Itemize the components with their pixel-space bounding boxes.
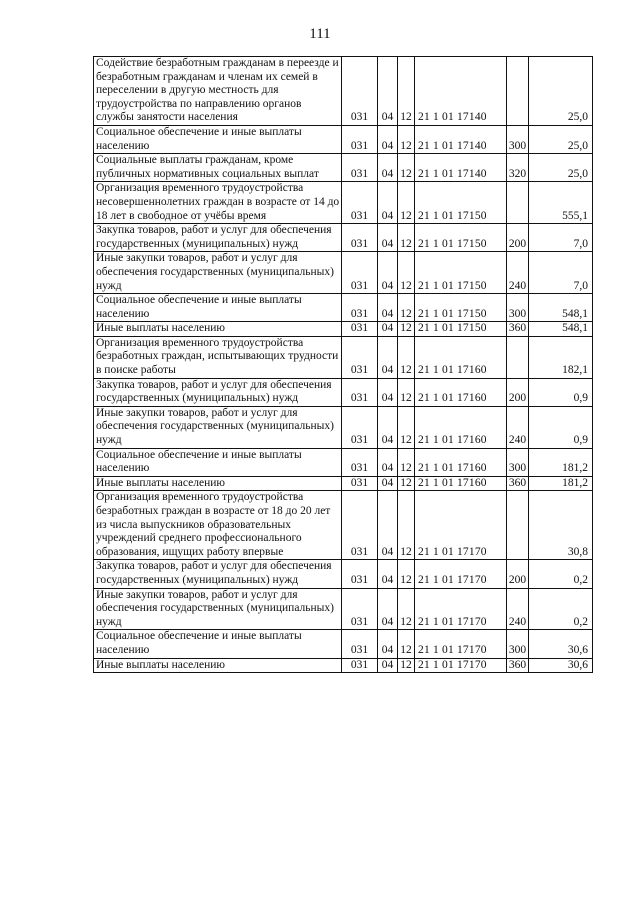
row-name: Иные закупки товаров, работ и услуг для обеспечения государственных (муниципальных) нужд bbox=[94, 588, 342, 630]
section-code: 04 bbox=[378, 294, 398, 322]
ministry-code: 031 bbox=[342, 630, 378, 658]
page-number: 111 bbox=[309, 26, 331, 42]
subsection-code: 12 bbox=[398, 224, 415, 252]
row-name: Иные выплаты населению bbox=[94, 476, 342, 491]
section-code: 04 bbox=[378, 154, 398, 182]
row-name: Иные закупки товаров, работ и услуг для обеспечения государственных (муниципальных) нужд bbox=[94, 406, 342, 448]
row-name: Иные выплаты населению bbox=[94, 322, 342, 337]
section-code: 04 bbox=[378, 476, 398, 491]
budget-table-body bbox=[94, 57, 593, 673]
subsection-code: 12 bbox=[398, 476, 415, 491]
table-row bbox=[94, 630, 593, 658]
target-article-code: 21 1 01 17160 bbox=[415, 336, 507, 378]
row-name: Социальное обеспечение и иные выплаты населению bbox=[94, 294, 342, 322]
subsection-code: 12 bbox=[398, 322, 415, 337]
ministry-code: 031 bbox=[342, 294, 378, 322]
row-name: Закупка товаров, работ и услуг для обеспечения государственных (муниципальных) нужд bbox=[94, 224, 342, 252]
ministry-code: 031 bbox=[342, 224, 378, 252]
amount: 30,8 bbox=[529, 491, 593, 560]
table-row bbox=[94, 378, 593, 406]
amount: 0,9 bbox=[529, 406, 593, 448]
row-name: Содействие безработным гражданам в переезде и безработным гражданам и членам их семей в переселении в другую местность для трудоустройства по направлению органов службы занятости населения bbox=[94, 57, 342, 126]
expense-type-code: 240 bbox=[507, 588, 529, 630]
ministry-code: 031 bbox=[342, 336, 378, 378]
target-article-code: 21 1 01 17170 bbox=[415, 658, 507, 673]
subsection-code: 12 bbox=[398, 658, 415, 673]
amount: 555,1 bbox=[529, 182, 593, 224]
expense-type-code bbox=[507, 57, 529, 126]
section-code: 04 bbox=[378, 224, 398, 252]
ministry-code: 031 bbox=[342, 406, 378, 448]
section-code: 04 bbox=[378, 406, 398, 448]
table-row bbox=[94, 125, 593, 153]
ministry-code: 031 bbox=[342, 658, 378, 673]
table-row bbox=[94, 252, 593, 294]
expense-type-code: 300 bbox=[507, 448, 529, 476]
amount: 548,1 bbox=[529, 322, 593, 337]
ministry-code: 031 bbox=[342, 154, 378, 182]
target-article-code: 21 1 01 17160 bbox=[415, 476, 507, 491]
amount: 181,2 bbox=[529, 448, 593, 476]
amount: 0,2 bbox=[529, 560, 593, 588]
amount: 7,0 bbox=[529, 224, 593, 252]
amount: 25,0 bbox=[529, 125, 593, 153]
subsection-code: 12 bbox=[398, 154, 415, 182]
target-article-code: 21 1 01 17150 bbox=[415, 182, 507, 224]
ministry-code: 031 bbox=[342, 491, 378, 560]
row-name: Социальные выплаты гражданам, кроме публичных нормативных социальных выплат bbox=[94, 154, 342, 182]
expense-type-code: 240 bbox=[507, 406, 529, 448]
row-name: Организация временного трудоустройства безработных граждан в возрасте от 18 до 20 лет из числа выпускников образовательных учреждений среднего профессионального образования, ищущих работу впервые bbox=[94, 491, 342, 560]
section-code: 04 bbox=[378, 125, 398, 153]
ministry-code: 031 bbox=[342, 125, 378, 153]
ministry-code: 031 bbox=[342, 322, 378, 337]
section-code: 04 bbox=[378, 491, 398, 560]
table-row bbox=[94, 57, 593, 126]
section-code: 04 bbox=[378, 658, 398, 673]
amount: 181,2 bbox=[529, 476, 593, 491]
table-row bbox=[94, 224, 593, 252]
row-name: Социальное обеспечение и иные выплаты населению bbox=[94, 630, 342, 658]
row-name: Закупка товаров, работ и услуг для обеспечения государственных (муниципальных) нужд bbox=[94, 378, 342, 406]
target-article-code: 21 1 01 17150 bbox=[415, 224, 507, 252]
table-row bbox=[94, 448, 593, 476]
target-article-code: 21 1 01 17170 bbox=[415, 560, 507, 588]
target-article-code: 21 1 01 17150 bbox=[415, 322, 507, 337]
subsection-code: 12 bbox=[398, 560, 415, 588]
table-row bbox=[94, 658, 593, 673]
amount: 548,1 bbox=[529, 294, 593, 322]
amount: 0,2 bbox=[529, 588, 593, 630]
table-row bbox=[94, 491, 593, 560]
target-article-code: 21 1 01 17150 bbox=[415, 252, 507, 294]
row-name: Иные закупки товаров, работ и услуг для обеспечения государственных (муниципальных) нужд bbox=[94, 252, 342, 294]
expense-type-code: 360 bbox=[507, 658, 529, 673]
subsection-code: 12 bbox=[398, 336, 415, 378]
expense-type-code: 200 bbox=[507, 560, 529, 588]
table-row bbox=[94, 294, 593, 322]
amount: 25,0 bbox=[529, 57, 593, 126]
section-code: 04 bbox=[378, 182, 398, 224]
expense-type-code bbox=[507, 182, 529, 224]
expense-type-code: 300 bbox=[507, 125, 529, 153]
target-article-code: 21 1 01 17170 bbox=[415, 491, 507, 560]
row-name: Социальное обеспечение и иные выплаты населению bbox=[94, 448, 342, 476]
target-article-code: 21 1 01 17160 bbox=[415, 406, 507, 448]
row-name: Социальное обеспечение и иные выплаты населению bbox=[94, 125, 342, 153]
subsection-code: 12 bbox=[398, 491, 415, 560]
row-name: Организация временного трудоустройства несовершеннолетних граждан в возрасте от 14 до 18 лет в свободное от учёбы время bbox=[94, 182, 342, 224]
ministry-code: 031 bbox=[342, 252, 378, 294]
target-article-code: 21 1 01 17140 bbox=[415, 57, 507, 126]
ministry-code: 031 bbox=[342, 448, 378, 476]
subsection-code: 12 bbox=[398, 378, 415, 406]
target-article-code: 21 1 01 17150 bbox=[415, 294, 507, 322]
section-code: 04 bbox=[378, 336, 398, 378]
expense-type-code: 300 bbox=[507, 294, 529, 322]
expense-type-code: 360 bbox=[507, 322, 529, 337]
amount: 0,9 bbox=[529, 378, 593, 406]
expense-type-code: 240 bbox=[507, 252, 529, 294]
subsection-code: 12 bbox=[398, 406, 415, 448]
target-article-code: 21 1 01 17160 bbox=[415, 378, 507, 406]
amount: 30,6 bbox=[529, 658, 593, 673]
section-code: 04 bbox=[378, 448, 398, 476]
target-article-code: 21 1 01 17160 bbox=[415, 448, 507, 476]
table-row bbox=[94, 154, 593, 182]
table-row bbox=[94, 406, 593, 448]
subsection-code: 12 bbox=[398, 294, 415, 322]
row-name: Иные выплаты населению bbox=[94, 658, 342, 673]
expense-type-code: 200 bbox=[507, 224, 529, 252]
table-row bbox=[94, 476, 593, 491]
section-code: 04 bbox=[378, 57, 398, 126]
table-row bbox=[94, 560, 593, 588]
expense-type-code: 300 bbox=[507, 630, 529, 658]
target-article-code: 21 1 01 17140 bbox=[415, 154, 507, 182]
row-name: Закупка товаров, работ и услуг для обеспечения государственных (муниципальных) нужд bbox=[94, 560, 342, 588]
subsection-code: 12 bbox=[398, 252, 415, 294]
expense-type-code bbox=[507, 491, 529, 560]
amount: 182,1 bbox=[529, 336, 593, 378]
section-code: 04 bbox=[378, 252, 398, 294]
table-row bbox=[94, 588, 593, 630]
row-name: Организация временного трудоустройства безработных граждан, испытывающих трудности в поиске работы bbox=[94, 336, 342, 378]
target-article-code: 21 1 01 17140 bbox=[415, 125, 507, 153]
subsection-code: 12 bbox=[398, 182, 415, 224]
subsection-code: 12 bbox=[398, 57, 415, 126]
target-article-code: 21 1 01 17170 bbox=[415, 630, 507, 658]
table-row bbox=[94, 322, 593, 337]
table-row bbox=[94, 182, 593, 224]
subsection-code: 12 bbox=[398, 588, 415, 630]
section-code: 04 bbox=[378, 322, 398, 337]
subsection-code: 12 bbox=[398, 125, 415, 153]
target-article-code: 21 1 01 17170 bbox=[415, 588, 507, 630]
section-code: 04 bbox=[378, 560, 398, 588]
expense-type-code: 320 bbox=[507, 154, 529, 182]
section-code: 04 bbox=[378, 630, 398, 658]
ministry-code: 031 bbox=[342, 588, 378, 630]
table-row bbox=[94, 336, 593, 378]
ministry-code: 031 bbox=[342, 182, 378, 224]
ministry-code: 031 bbox=[342, 378, 378, 406]
amount: 7,0 bbox=[529, 252, 593, 294]
amount: 25,0 bbox=[529, 154, 593, 182]
expense-type-code: 200 bbox=[507, 378, 529, 406]
amount: 30,6 bbox=[529, 630, 593, 658]
ministry-code: 031 bbox=[342, 476, 378, 491]
section-code: 04 bbox=[378, 588, 398, 630]
expense-type-code bbox=[507, 336, 529, 378]
budget-table bbox=[93, 56, 593, 673]
ministry-code: 031 bbox=[342, 560, 378, 588]
ministry-code: 031 bbox=[342, 57, 378, 126]
subsection-code: 12 bbox=[398, 448, 415, 476]
subsection-code: 12 bbox=[398, 630, 415, 658]
section-code: 04 bbox=[378, 378, 398, 406]
expense-type-code: 360 bbox=[507, 476, 529, 491]
